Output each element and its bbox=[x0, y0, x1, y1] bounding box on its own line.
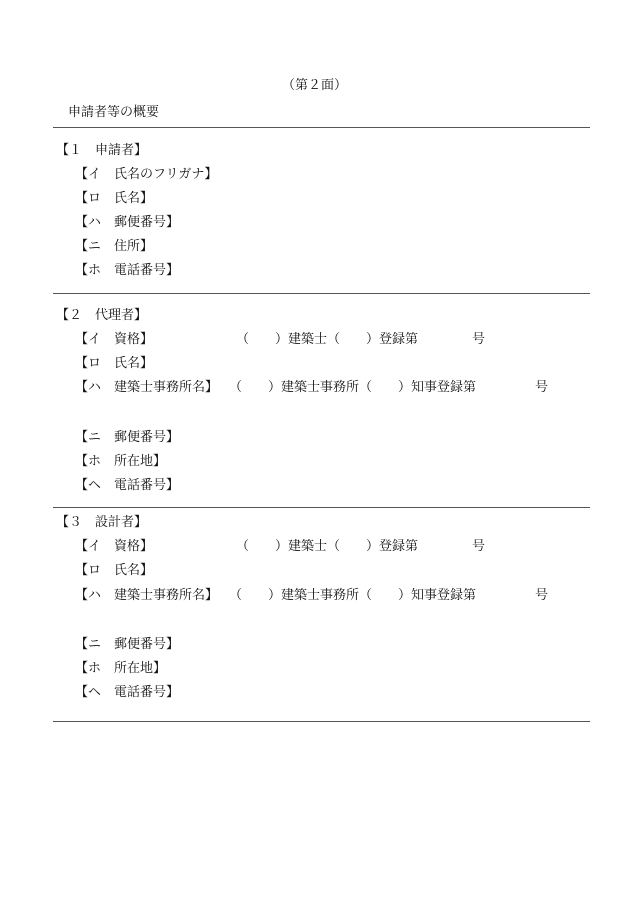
office-number-suffix: 号 bbox=[535, 380, 549, 395]
divider bbox=[53, 507, 590, 508]
office-field: （ ）建築士事務所（ ）知事登録第 bbox=[229, 588, 477, 603]
row-label-phone: 【ヘ 電話番号】 bbox=[75, 685, 180, 700]
row-label-qualification: 【イ 資格】 bbox=[75, 332, 154, 347]
row-label-qualification: 【イ 資格】 bbox=[75, 539, 154, 554]
row-label-location: 【ホ 所在地】 bbox=[75, 454, 167, 469]
qualification-field: （ ）建築士（ ）登録第 bbox=[236, 539, 419, 554]
row-label-postal-code: 【ニ 郵便番号】 bbox=[75, 637, 180, 652]
row-label-office-name: 【ハ 建築士事務所名】 bbox=[75, 380, 219, 395]
divider bbox=[53, 127, 590, 128]
row-label-furigana: 【イ 氏名のフリガナ】 bbox=[75, 167, 218, 182]
qualification-number-suffix: 号 bbox=[472, 539, 486, 554]
row-label-address: 【ニ 住所】 bbox=[75, 239, 154, 254]
divider bbox=[53, 721, 590, 722]
row-label-location: 【ホ 所在地】 bbox=[75, 661, 167, 676]
page-label: （第２面） bbox=[282, 78, 348, 93]
office-number-suffix: 号 bbox=[535, 588, 549, 603]
form-heading: 申請者等の概要 bbox=[68, 105, 160, 120]
row-label-name: 【ロ 氏名】 bbox=[75, 563, 154, 578]
row-label-postal-code: 【ニ 郵便番号】 bbox=[75, 430, 180, 445]
divider bbox=[53, 293, 590, 294]
section-title-applicant: 【１ 申請者】 bbox=[56, 143, 148, 158]
section-title-designer: 【３ 設計者】 bbox=[56, 515, 148, 530]
office-field: （ ）建築士事務所（ ）知事登録第 bbox=[229, 380, 477, 395]
section-title-agent: 【２ 代理者】 bbox=[56, 308, 148, 323]
qualification-number-suffix: 号 bbox=[472, 332, 486, 347]
row-label-name: 【ロ 氏名】 bbox=[75, 356, 154, 371]
qualification-field: （ ）建築士（ ）登録第 bbox=[236, 332, 419, 347]
row-label-phone: 【ヘ 電話番号】 bbox=[75, 478, 180, 493]
row-label-postal-code: 【ハ 郵便番号】 bbox=[75, 215, 180, 230]
row-label-name: 【ロ 氏名】 bbox=[75, 191, 154, 206]
row-label-office-name: 【ハ 建築士事務所名】 bbox=[75, 588, 219, 603]
row-label-phone: 【ホ 電話番号】 bbox=[75, 263, 180, 278]
